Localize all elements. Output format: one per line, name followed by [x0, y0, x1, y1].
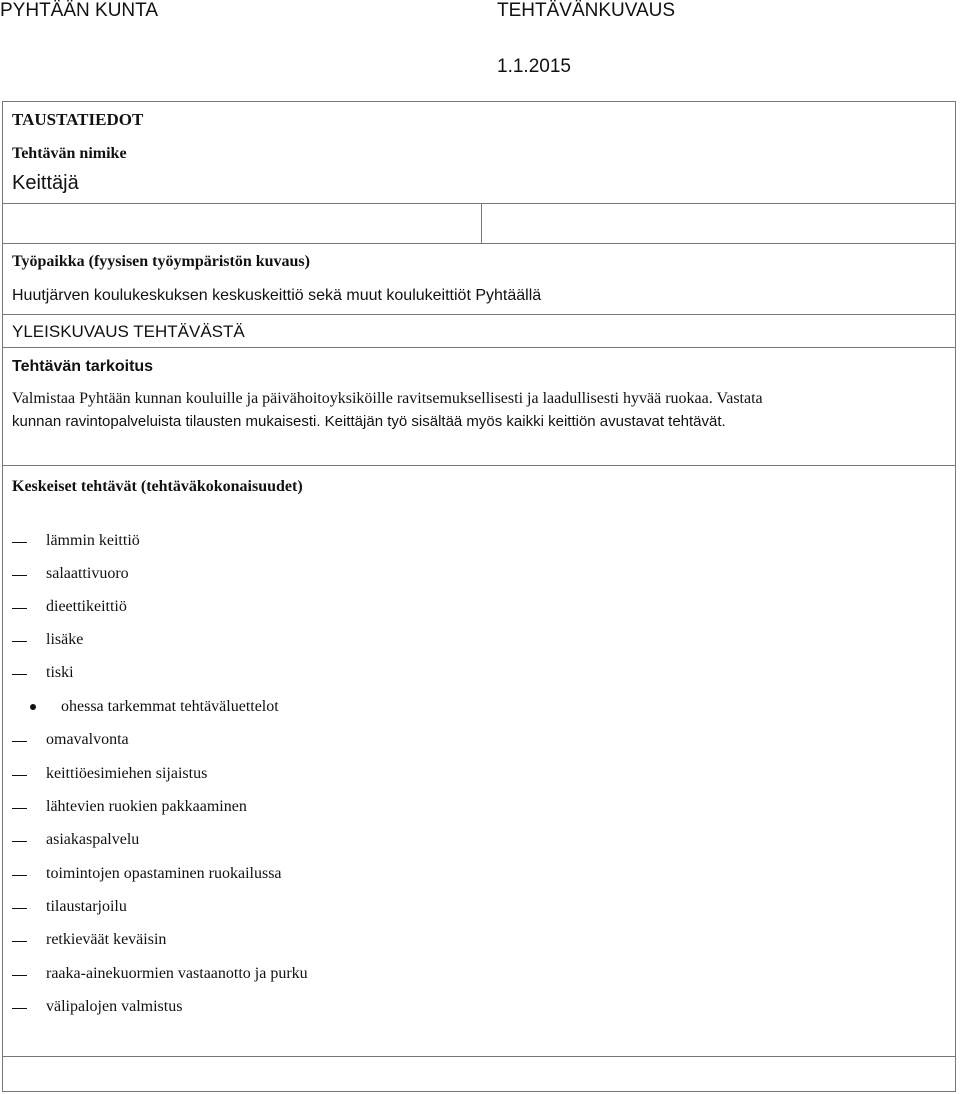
key-tasks-label: Keskeiset tehtävät (tehtäväkokonaisuudet)	[12, 478, 303, 495]
dash-marker	[12, 542, 27, 543]
dash-marker	[12, 975, 27, 976]
org-name: PYHTÄÄN KUNTA	[0, 0, 159, 21]
bullet-marker	[30, 704, 36, 710]
empty-row	[2, 203, 956, 244]
dash-marker	[12, 775, 27, 776]
overview-title-row	[2, 314, 956, 348]
background-section	[2, 101, 956, 204]
workplace-value: Huutjärven koulukeskuksen keskuskeittiö sekä muut koulukeittiöt Pyhtäällä	[12, 287, 542, 304]
dash-marker	[12, 875, 27, 876]
dash-marker	[12, 741, 27, 742]
purpose-label: Tehtävän tarkoitus	[12, 358, 154, 375]
dash-marker	[12, 674, 27, 675]
document-type: TEHTÄVÄNKUVAUS	[497, 0, 676, 21]
purpose-section	[2, 347, 956, 466]
section-title-overview: YLEISKUVAUS TEHTÄVÄSTÄ	[12, 322, 245, 341]
job-title-label: Tehtävän nimike	[12, 145, 127, 162]
document-date: 1.1.2015	[497, 56, 571, 77]
section-title-background: TAUSTATIEDOT	[12, 110, 144, 129]
dash-marker	[12, 841, 27, 842]
bottom-empty-row	[2, 1056, 956, 1092]
dash-marker	[12, 608, 27, 609]
dash-marker	[12, 641, 27, 642]
job-title-value: Keittäjä	[12, 172, 79, 194]
workplace-section	[2, 243, 956, 315]
dash-marker	[12, 1008, 27, 1009]
workplace-label: Työpaikka (fyysisen työympäristön kuvaus)	[12, 253, 310, 270]
purpose-text-line1: Valmistaa Pyhtään kunnan kouluille ja päivähoitoyksiköille ravitsemuksellisesti ja laadullisesti hyvää ruokaa. Vastata	[12, 390, 763, 407]
row-divider	[481, 204, 482, 243]
dash-marker	[12, 808, 27, 809]
dash-marker	[12, 908, 27, 909]
purpose-text-line2: kunnan ravintopalveluista tilausten mukaisesti. Keittäjän työ sisältää myös kaikki keittiön avustavat tehtävät.	[12, 413, 726, 430]
dash-marker	[12, 941, 27, 942]
dash-marker	[12, 575, 27, 576]
